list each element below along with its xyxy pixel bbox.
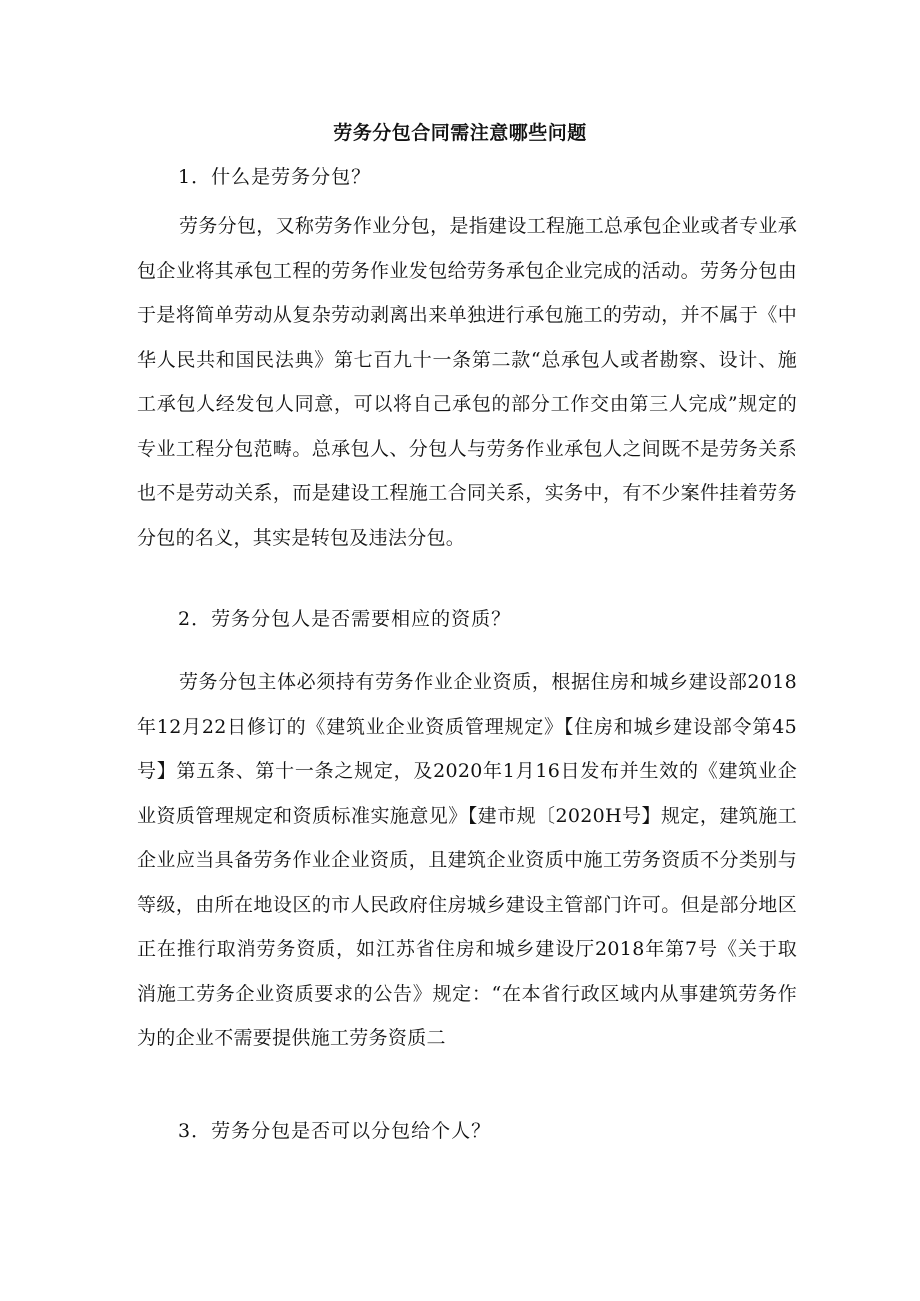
section-heading-1: 1．什么是劳务分包？ [178, 166, 372, 188]
section-paragraph-1: 劳务分包，又称劳务作业分包，是指建设工程施工总承包企业或者专业承包企业将其承包工程的劳务作业发包给劳务承包企业完成的活动。劳务分包由于是将简单劳动从复杂劳动剥离出来单独进行承包施工的劳动，并不属于《中华人民共和国民法典》第七百九十一条第二款“总承包人或者勘察、设计、施工承包人经发包人同意，可以将自己承包的部分工作交由第三人完成”规定的专业工程分包范畴。总承包人、分包人与劳务作业承包人之间既不是劳务关系也不是劳动关系，而是建设工程施工合同关系，实务中，有不少案件挂着劳务分包的名义，其实是转包及违法分包。 [137, 215, 797, 549]
section-heading-3: 3．劳务分包是否可以分包给个人？ [178, 1120, 492, 1142]
section-heading-2: 2．劳务分包人是否需要相应的资质？ [178, 608, 512, 630]
section-paragraph-2: 劳务分包主体必须持有劳务作业企业资质，根据住房和城乡建设部2018年12月22日修订的《建筑业企业资质管理规定》【住房和城乡建设部令第45号】第五条、第十一条之规定，及2020年1月16日发布并生效的《建筑业企业资质管理规定和资质标准实施意见》【建市规〔2020H号】规定，建筑施工企业应当具备劳务作业企业资质，且建筑企业资质中施工劳务资质不分类别与等级，由所在地设区的市人民政府住房城乡建设主管部门许可。但是部分地区正在推行取消劳务资质，如江苏省住房和城乡建设厅2018年第7号《关于取消施工劳务企业资质要求的公告》规定：“在本省行政区域内从事建筑劳务作为的企业不需要提供施工劳务资质二 [137, 671, 797, 1049]
page-title: 劳务分包合同需注意哪些问题 [333, 122, 587, 144]
